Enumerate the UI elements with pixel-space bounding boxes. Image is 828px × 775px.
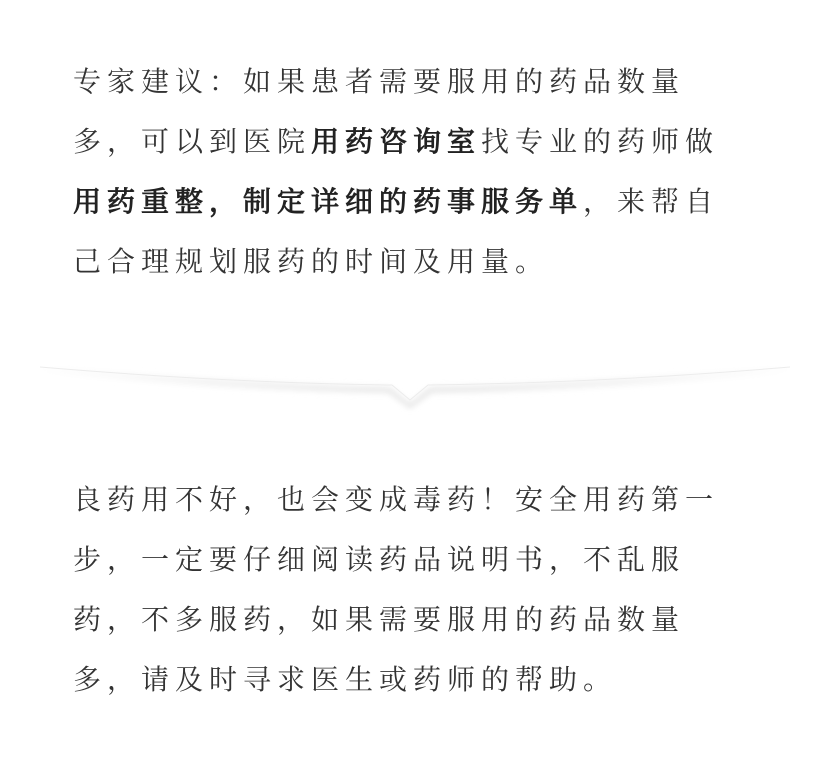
curved-divider <box>30 345 800 415</box>
text-line <box>73 590 763 650</box>
text-segment: 多，可以到医院 <box>73 125 312 158</box>
text-line <box>73 172 763 232</box>
safety-paragraph <box>73 470 763 710</box>
text-line <box>73 530 763 590</box>
text-segment: 良药用不好，也会变成毒药！安全用药第一 <box>73 483 720 516</box>
text-segment: ，来帮自 <box>583 185 720 218</box>
expert-advice-paragraph <box>73 52 763 292</box>
text-segment: 己合理规划服药的时间及用量。 <box>73 245 550 278</box>
emphasis-medication-reconciliation: 用药重整，制定详细的药事服务单 <box>73 185 584 218</box>
emphasis-consultation-room: 用药咨询室 <box>311 125 482 158</box>
text-line <box>73 470 763 530</box>
text-segment: 找专业的药师做 <box>481 125 720 158</box>
text-segment: 步，一定要仔细阅读药品说明书，不乱服 <box>73 543 686 576</box>
text-line <box>73 52 763 112</box>
text-segment: 专家建议：如果患者需要服用的药品数量 <box>73 65 686 98</box>
text-segment: 多，请及时寻求医生或药师的帮助。 <box>73 663 618 696</box>
text-line <box>73 650 763 710</box>
text-line <box>73 112 763 172</box>
text-segment: 药，不多服药，如果需要服用的药品数量 <box>73 603 686 636</box>
text-line <box>73 232 763 292</box>
